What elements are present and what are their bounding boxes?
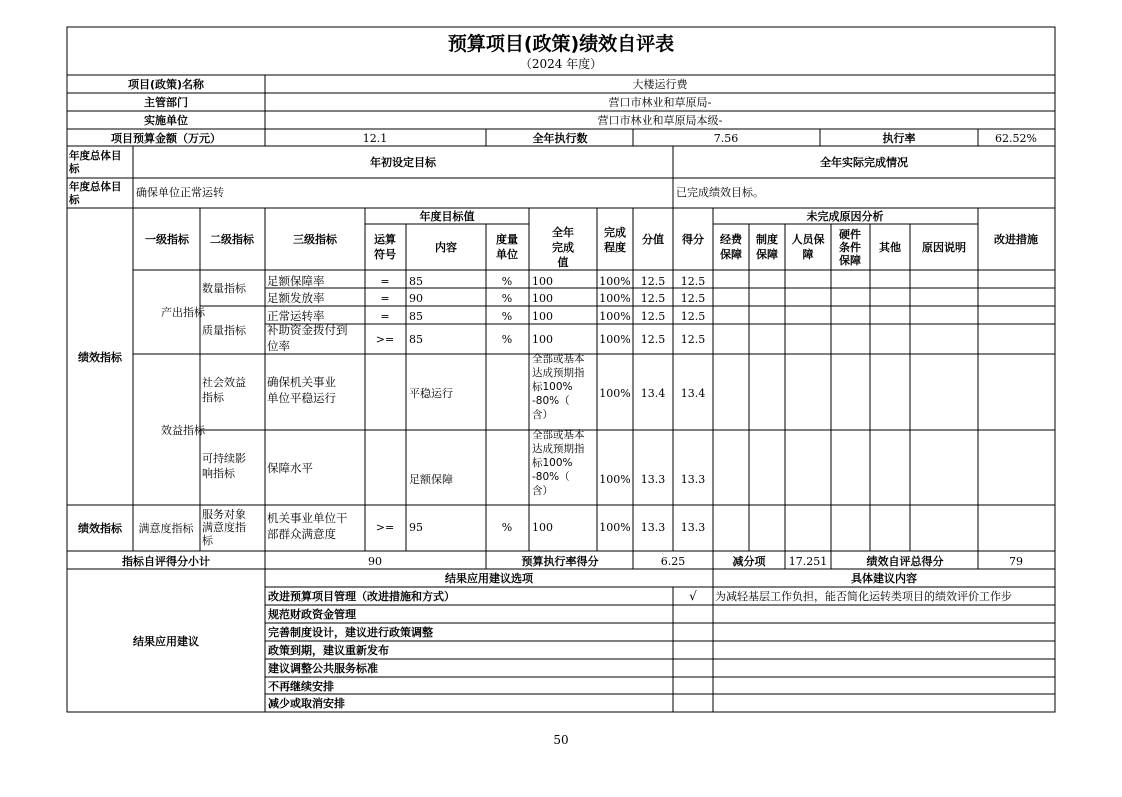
reason-desc-header: 原因说明 bbox=[922, 241, 966, 254]
row-actual-value: 100 bbox=[532, 333, 553, 346]
group-social: 社会效益指标 bbox=[202, 376, 246, 404]
row-indicator-name: 确保机关事业单位平稳运行 bbox=[267, 375, 336, 405]
budget-value: 12.1 bbox=[362, 132, 388, 145]
result-option-text: 改进预算项目管理（改进措施和方式） bbox=[268, 590, 455, 603]
dept-label: 主管部门 bbox=[144, 96, 188, 109]
reason-funding-header: 经费保障 bbox=[720, 233, 742, 261]
level1-header: 一级指标 bbox=[145, 233, 189, 246]
actual-goal-header: 全年实际完成情况 bbox=[820, 156, 908, 169]
project-name-label: 项目(政策)名称 bbox=[127, 78, 205, 91]
row-target-content: 85 bbox=[409, 333, 423, 346]
rate-label: 执行率 bbox=[882, 132, 916, 145]
row-completion: 100% bbox=[599, 333, 631, 346]
reason-group-header: 未完成原因分析 bbox=[806, 210, 884, 223]
completion-header: 完成程度 bbox=[604, 226, 626, 254]
content-header: 内容 bbox=[435, 241, 457, 254]
row-operator: = bbox=[380, 292, 390, 305]
row-operator: = bbox=[380, 310, 390, 323]
deduct-value: 17.251 bbox=[788, 555, 828, 568]
subtotal-label: 指标自评得分小计 bbox=[122, 555, 210, 568]
row-target-content: 足额保障 bbox=[409, 473, 453, 486]
row-score: 12.5 bbox=[680, 333, 706, 346]
row-indicator-name: 机关事业单位干部群众满意度 bbox=[267, 511, 348, 541]
report-year: （2024 年度） bbox=[519, 57, 603, 71]
row-unit: % bbox=[501, 521, 513, 534]
row-points: 12.5 bbox=[640, 310, 666, 323]
reason-staff-header: 人员保障 bbox=[791, 233, 825, 261]
subtotal-value: 90 bbox=[368, 555, 382, 568]
page-number: 50 bbox=[553, 733, 569, 747]
exec-label: 全年执行数 bbox=[532, 132, 588, 145]
row-completion: 100% bbox=[599, 387, 631, 400]
row-actual-value: 100 bbox=[532, 521, 553, 534]
row-points: 12.5 bbox=[640, 333, 666, 346]
unit-label: 实施单位 bbox=[144, 114, 188, 127]
row-actual-value: 100 bbox=[532, 275, 553, 288]
row-indicator-name: 足额发放率 bbox=[267, 291, 325, 305]
actual-goal-text: 已完成绩效目标。 bbox=[676, 186, 764, 199]
result-option-detail: 为减轻基层工作负担，能否简化运转类项目的绩效评价工作步 bbox=[715, 590, 1012, 603]
page-title: 预算项目(政策)绩效自评表 bbox=[447, 33, 675, 55]
row-completion: 100% bbox=[599, 310, 631, 323]
results-options-header: 结果应用建议选项 bbox=[445, 572, 533, 585]
unit-value: 营口市林业和草原局本级- bbox=[597, 114, 723, 127]
row-target-content: 95 bbox=[409, 521, 423, 534]
group-sustain: 可持续影响指标 bbox=[202, 452, 246, 480]
row-indicator-name: 正常运转率 bbox=[267, 309, 325, 323]
unit-header: 度量单位 bbox=[496, 233, 518, 261]
row-target-content: 85 bbox=[409, 310, 423, 323]
row-target-content: 平稳运行 bbox=[409, 387, 453, 400]
group-service: 服务对象满意度指标 bbox=[202, 508, 246, 547]
row-indicator-name: 保障水平 bbox=[267, 461, 313, 475]
points-header: 分值 bbox=[642, 233, 664, 246]
results-detail-header: 具体建议内容 bbox=[851, 572, 917, 585]
row-indicator-name: 补助资金拨付到位率 bbox=[267, 323, 348, 353]
row-target-content: 85 bbox=[409, 275, 423, 288]
goals-label-1: 年度总体目标 bbox=[69, 150, 122, 175]
level2-header: 二级指标 bbox=[210, 233, 254, 246]
row-score: 12.5 bbox=[680, 310, 706, 323]
initial-goal-header: 年初设定目标 bbox=[370, 156, 436, 169]
budget-score-label: 预算执行率得分 bbox=[521, 555, 599, 568]
level3-header: 三级指标 bbox=[293, 233, 337, 246]
result-option-check: √ bbox=[689, 589, 697, 603]
score-header: 得分 bbox=[682, 233, 704, 246]
row-score: 12.5 bbox=[680, 292, 706, 305]
row-operator: >= bbox=[375, 521, 395, 534]
row-actual-value: 全部或基本达成预期指标100% -80%（含） bbox=[532, 429, 585, 497]
row-score: 12.5 bbox=[680, 275, 706, 288]
results-label: 结果应用建议 bbox=[133, 635, 199, 648]
total-label: 绩效自评总得分 bbox=[866, 555, 944, 568]
row-actual-value: 100 bbox=[532, 310, 553, 323]
group-output: 产出指标 bbox=[161, 306, 205, 319]
exec-value: 7.56 bbox=[713, 132, 739, 145]
dept-value: 营口市林业和草原局- bbox=[608, 96, 712, 109]
target-group-header: 年度目标值 bbox=[419, 210, 475, 223]
row-points: 13.3 bbox=[640, 473, 666, 486]
result-option-text: 政策到期，建议重新发布 bbox=[268, 644, 389, 657]
row-completion: 100% bbox=[599, 473, 631, 486]
budget-score-value: 6.25 bbox=[660, 555, 686, 568]
deduct-label: 减分项 bbox=[732, 555, 766, 568]
row-actual-value: 100 bbox=[532, 292, 553, 305]
row-unit: % bbox=[501, 333, 513, 346]
row-unit: % bbox=[501, 310, 513, 323]
row-indicator-name: 足额保障率 bbox=[267, 274, 325, 288]
goals-label-2: 年度总体目标 bbox=[69, 181, 122, 206]
perf-indicator-label: 绩效指标 bbox=[78, 351, 122, 364]
row-completion: 100% bbox=[599, 292, 631, 305]
reason-system-header: 制度保障 bbox=[756, 233, 778, 261]
result-option-text: 规范财政资金管理 bbox=[268, 608, 356, 621]
group-benefit: 效益指标 bbox=[161, 424, 205, 437]
actual-header: 全年完成值 bbox=[552, 226, 574, 269]
result-option-text: 建议调整公共服务标准 bbox=[268, 662, 378, 675]
improve-header: 改进措施 bbox=[994, 233, 1038, 246]
group-quantity: 数量指标 bbox=[202, 282, 246, 295]
project-name: 大楼运行费 bbox=[632, 78, 688, 91]
rate-value: 62.52% bbox=[995, 132, 1037, 145]
group-satisfaction: 满意度指标 bbox=[138, 522, 194, 535]
group-quality: 质量指标 bbox=[202, 324, 246, 337]
result-option-text: 完善制度设计，建议进行政策调整 bbox=[268, 626, 433, 639]
row-target-content: 90 bbox=[409, 292, 423, 305]
row-points: 12.5 bbox=[640, 292, 666, 305]
row-score: 13.3 bbox=[680, 521, 706, 534]
row-score: 13.4 bbox=[680, 387, 706, 400]
budget-label: 项目预算金额（万元） bbox=[111, 132, 221, 145]
row-completion: 100% bbox=[599, 275, 631, 288]
row-points: 13.4 bbox=[640, 387, 666, 400]
row-score: 13.3 bbox=[680, 473, 706, 486]
row-unit: % bbox=[501, 275, 513, 288]
row-completion: 100% bbox=[599, 521, 631, 534]
group-perf-2: 绩效指标 bbox=[78, 522, 122, 535]
initial-goal-text: 确保单位正常运转 bbox=[136, 186, 224, 199]
row-unit: % bbox=[501, 292, 513, 305]
row-operator: = bbox=[380, 275, 390, 288]
reason-hardware-header: 硬件条件保障 bbox=[839, 228, 861, 267]
result-option-text: 不再继续安排 bbox=[268, 680, 334, 693]
reason-other-header: 其他 bbox=[879, 241, 901, 254]
total-value: 79 bbox=[1009, 555, 1023, 568]
row-operator: >= bbox=[375, 333, 395, 346]
result-option-text: 减少或取消安排 bbox=[268, 697, 345, 710]
row-actual-value: 全部或基本达成预期指标100% -80%（含） bbox=[532, 353, 585, 421]
row-points: 13.3 bbox=[640, 521, 666, 534]
row-points: 12.5 bbox=[640, 275, 666, 288]
op-header: 运算符号 bbox=[374, 233, 396, 261]
